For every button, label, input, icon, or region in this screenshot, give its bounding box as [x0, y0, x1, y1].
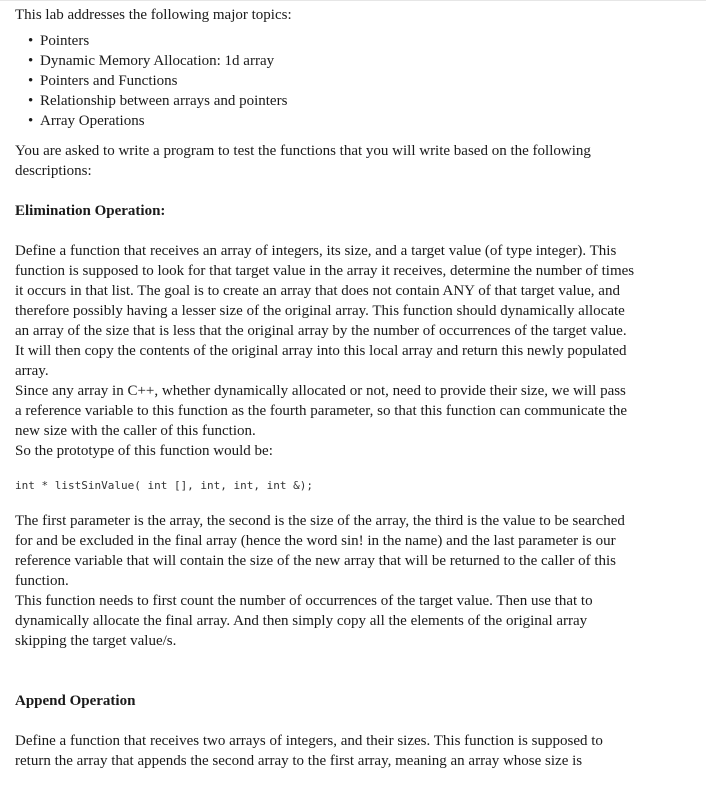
parameter-explanation: The first parameter is the array, the second is the size of the array, the third is the value to be searched for and be excluded in the final array (hence the word sin! in the name) and the last parameter is our reference variable that will contain the size of the new array that will be returned to the caller of this function. — [15, 513, 625, 589]
topic-item: • Array Operations — [28, 113, 145, 129]
topics-list — [15, 31, 695, 131]
elimination-size-note: Since any array in C++, whether dynamically allocated or not, need to provide their size, we will pass a reference variable to this function as the fourth parameter, so that this function can communicate the new size with the caller of this function. — [15, 383, 628, 439]
document-body — [15, 5, 695, 771]
function-prototype: int * listSinValue( int [], int, int, int &); — [15, 479, 314, 492]
topic-item: • Relationship between arrays and pointers — [28, 93, 288, 109]
top-border — [0, 0, 706, 1]
topic-item: • Pointers and Functions — [28, 73, 178, 89]
task-text: You are asked to write a program to test the functions that you will write based on the following descriptions: — [15, 143, 591, 179]
elimination-description: Define a function that receives an array of integers, its size, and a target value (of type integer). This function is supposed to look for that target value in the array it receives, determine the number of times it occurs in that list. The goal is to create an array that does not contain ANY of that target value, and therefore possibly having a lesser size of the original array. This function should dynamically allocate an array of the size that is less that the original array by the number of occurrences of the target value. It will then copy the contents of the original array into this local array and return this newly populated array. — [15, 243, 635, 379]
intro-text: This lab addresses the following major topics: — [15, 7, 292, 23]
append-description: Define a function that receives two arrays of integers, and their sizes. This function is supposed to return the array that appends the second array to the first array, meaning an array whose size is — [15, 733, 603, 769]
topic-item: • Pointers — [28, 33, 90, 49]
bullet-icon: • — [28, 113, 34, 129]
bullet-icon: • — [28, 53, 34, 69]
append-heading: Append Operation — [15, 693, 136, 709]
elimination-heading: Elimination Operation: — [15, 203, 166, 219]
bullet-icon: • — [28, 73, 34, 89]
topic-item: • Dynamic Memory Allocation: 1d array — [28, 53, 275, 69]
elimination-steps: This function needs to first count the number of occurrences of the target value. Then use that to dynamically allocate the final array. And then simply copy all the elements of the original array skipping the target value/s. — [15, 593, 593, 649]
bullet-icon: • — [28, 33, 34, 49]
bullet-icon: • — [28, 93, 34, 109]
elimination-prototype-intro: So the prototype of this function would be: — [15, 443, 273, 459]
